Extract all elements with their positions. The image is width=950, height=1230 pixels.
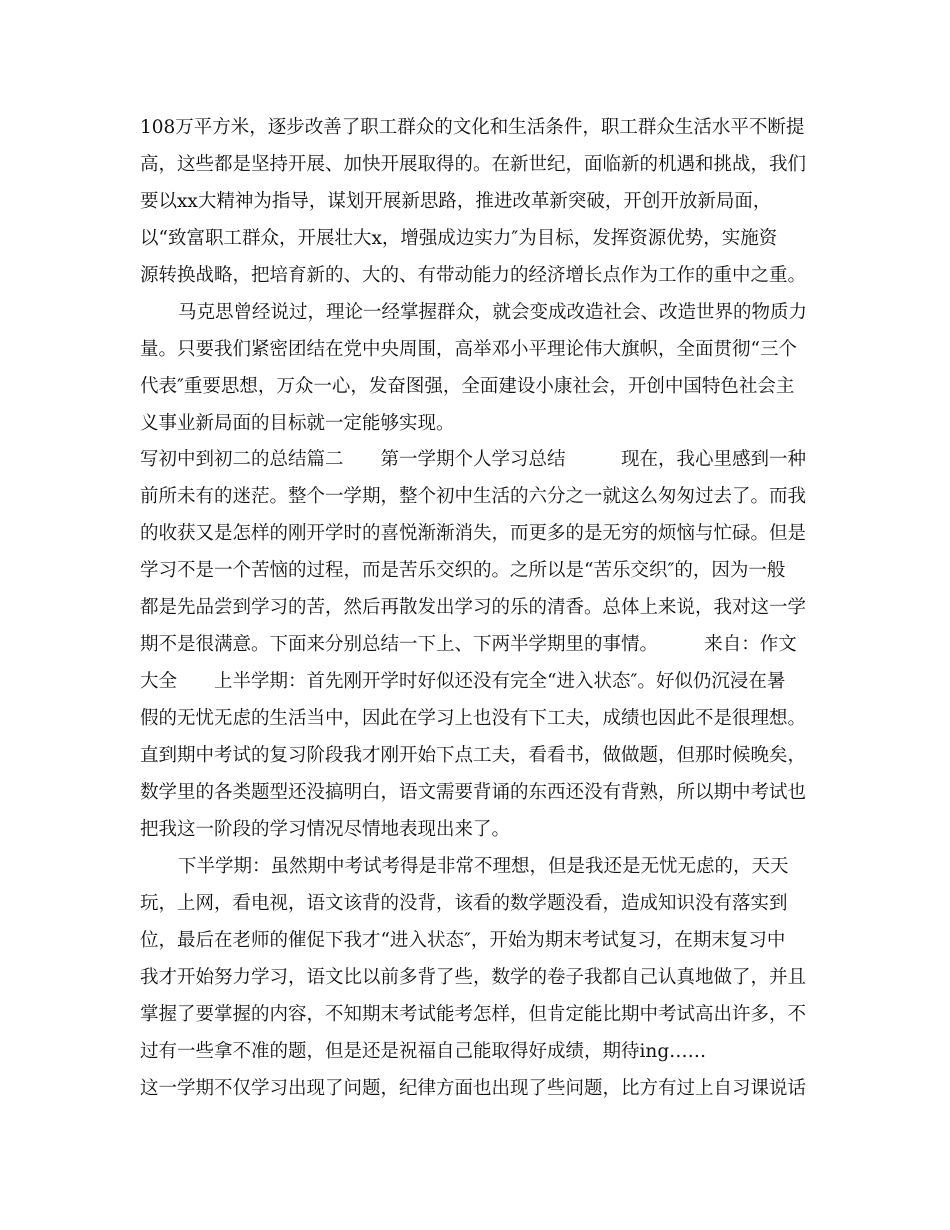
section-heading-line: 写初中到初二的总结篇二 第一学期个人学习总结 现在，我心里感到一种 [140, 449, 807, 470]
text-line: 108万平方米，逐步改善了职工群众的文化和生活条件，职工群众生活水平不断提 [140, 117, 805, 138]
text-line: 直到期中考试的复习阶段我才刚开始下点工夫，看看书，做做题，但那时候晚矣， [140, 745, 807, 766]
text-line: 义事业新局面的目标就一定能够实现。 [140, 413, 455, 434]
text-line: 源转换战略，把培育新的、大的、有带动能力的经济增长点作为工作的重中之重。 [140, 265, 807, 286]
text-line: 过有一些拿不准的题，但是还是祝福自己能取得好成绩，期待ing…… [140, 1041, 707, 1062]
text-line: 下半学期：虽然期中考试考得是非常不理想，但是我还是无忧无虑的，天天 [178, 856, 789, 877]
text-line: 马克思曾经说过，理论一经掌握群众，就会变成改造社会、改造世界的物质力 [178, 302, 808, 323]
text-line: 的收获又是怎样的刚开学时的喜悦渐渐消失，而更多的是无穷的烦恼与忙碌。但是 [140, 523, 807, 544]
text-line: 都是先品尝到学习的苦，然后再散发出学习的乐的清香。总体上来说，我对这一学 [140, 597, 807, 618]
text-line: 量。只要我们紧密团结在党中央周围，高举邓小平理论伟大旗帜，全面贯彻“三个 [140, 339, 797, 360]
text-line: 把我这一阶段的学习情况尽情地表现出来了。 [140, 819, 511, 840]
text-line: 这一学期不仅学习出现了问题，纪律方面也出现了些问题，比方有过上自习课说话 [140, 1078, 807, 1099]
text-line: 位，最后在老师的催促下我才“进入状态″，开始为期末考试复习，在期末复习中 [140, 930, 786, 951]
text-line: 学习不是一个苦恼的过程，而是苦乐交织的。之所以是“苦乐交织″的，因为一般 [140, 560, 786, 581]
text-line: 代表″重要思想，万众一心，发奋图强，全面建设小康社会，开创中国特色社会主 [140, 376, 795, 397]
text-line: 要以xx大精神为指导，谋划开展新思路，推进改革新突破，开创开放新局面， [140, 191, 772, 212]
text-line: 掌握了要掌握的内容，不知期末考试能考怎样，但肯定能比期中考试高出许多，不 [140, 1004, 807, 1025]
text-line: 大全 上半学期：首先刚开学时好似还没有完全“进入状态″。好似仍沉浸在暑 [140, 671, 786, 692]
text-line: 我才开始努力学习，语文比以前多背了些，数学的卷子我都自己认真地做了，并且 [140, 967, 807, 988]
text-line: 假的无忧无虑的生活当中，因此在学习上也没有下工夫，成绩也因此不是很理想。 [140, 708, 807, 729]
text-line: 期不是很满意。下面来分别总结一下上、下两半学期里的事情。 来自：作文 [140, 634, 797, 655]
text-line: 高，这些都是坚持开展、加快开展取得的。在新世纪，面临新的机遇和挑战，我们 [140, 154, 807, 175]
text-line: 玩，上网，看电视，语文该背的没背，该看的数学题没看，造成知识没有落实到 [140, 893, 788, 914]
text-line: 以“致富职工群众，开展壮大x，增强成边实力″为目标，发挥资源优势，实施资 [140, 228, 778, 249]
text-line: 数学里的各类题型还没搞明白，语文需要背诵的东西还没有背熟，所以期中考试也 [140, 782, 807, 803]
text-line: 前所未有的迷茫。整个一学期，整个初中生活的六分之一就这么匆匆过去了。而我 [140, 486, 807, 507]
